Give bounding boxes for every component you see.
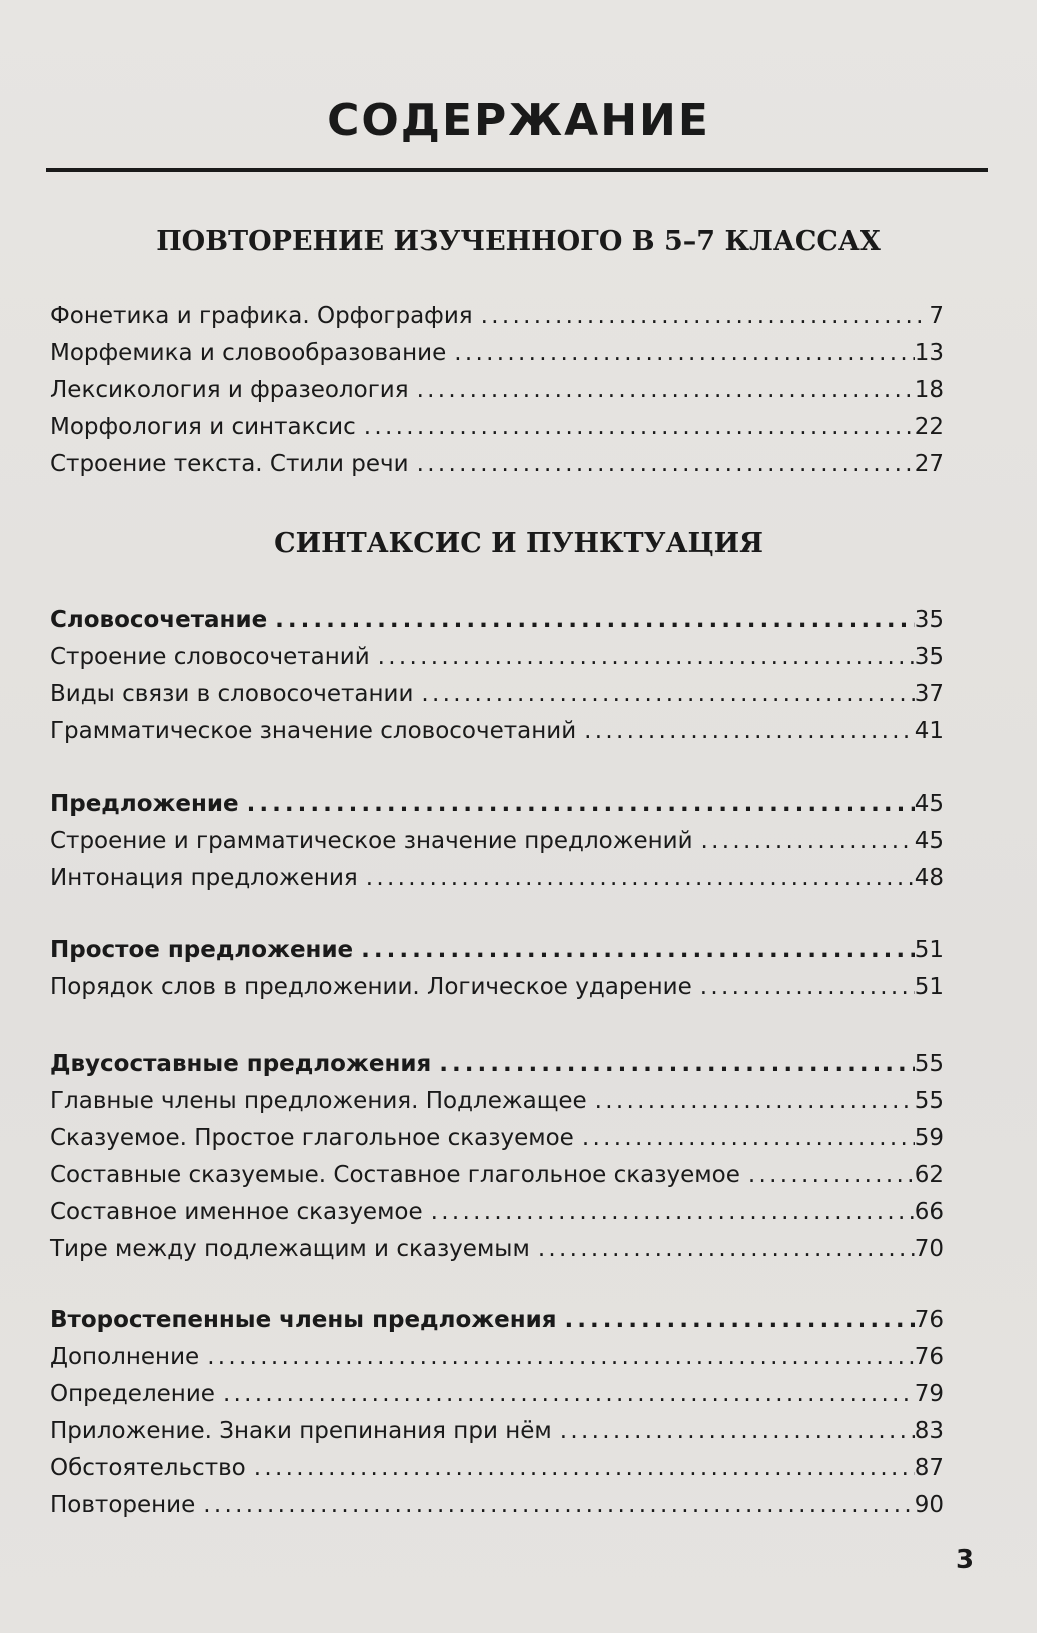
toc-group-two-part	[50, 1046, 944, 1268]
leader-dots	[700, 969, 915, 1006]
page-number: 45	[914, 791, 944, 817]
section-heading-review: ПОВТОРЕНИЕ ИЗУЧЕННОГО В 5–7 КЛАССАХ	[156, 226, 881, 257]
leader-dots	[748, 1157, 915, 1194]
toc-group-simple-sentence	[50, 932, 944, 1006]
leader-dots	[595, 1083, 915, 1120]
page-number: 66	[914, 1199, 944, 1225]
toc-entry[interactable]: Виды связи в словосочетании . . . 37	[50, 676, 944, 713]
page-number: 59	[914, 1125, 944, 1151]
page-number: 41	[914, 718, 944, 744]
leader-dots	[203, 1487, 914, 1524]
page-number: 51	[914, 937, 944, 963]
page-number: 55	[914, 1088, 944, 1114]
leader-dots	[565, 1302, 915, 1339]
leader-dots	[582, 1120, 915, 1157]
page-folio: 3	[956, 1545, 975, 1575]
toc-entry[interactable]: Сказуемое. Простое глагольное сказуемое . . . 59	[50, 1120, 944, 1157]
leader-dots	[223, 1376, 915, 1413]
title-rule	[46, 168, 988, 172]
toc-group-entry[interactable]: Двусоставные предложения . . . 55	[50, 1046, 944, 1083]
page-number: 90	[914, 1492, 944, 1518]
section-heading-syntax: СИНТАКСИС И ПУНКТУАЦИЯ	[274, 528, 763, 559]
page-number: 83	[914, 1418, 944, 1444]
page-number: 79	[914, 1381, 944, 1407]
toc-entry[interactable]: Интонация предложения . . . 48	[50, 860, 944, 897]
leader-dots	[366, 860, 915, 897]
page-number: 62	[914, 1162, 944, 1188]
leader-dots	[417, 446, 915, 483]
page-number: 55	[914, 1051, 944, 1077]
page-number: 35	[914, 644, 944, 670]
toc-group-entry[interactable]: Предложение . . . 45	[50, 786, 944, 823]
toc-entry[interactable]: Строение словосочетаний . . . 35	[50, 639, 944, 676]
page-number: 18	[914, 377, 944, 403]
leader-dots	[584, 713, 915, 750]
leader-dots	[378, 639, 915, 676]
leader-dots	[439, 1046, 914, 1083]
page-number: 37	[914, 681, 944, 707]
page-number: 27	[914, 451, 944, 477]
leader-dots	[247, 786, 915, 823]
leader-dots	[364, 409, 915, 446]
page-number: 35	[914, 607, 944, 633]
page-number: 13	[914, 340, 944, 366]
leader-dots	[254, 1450, 915, 1487]
page-number: 51	[914, 974, 944, 1000]
toc-entry[interactable]: Приложение. Знаки препинания при нём . . . 83	[50, 1413, 944, 1450]
toc-group-phrase	[50, 602, 944, 750]
leader-dots	[701, 823, 915, 860]
toc-entry[interactable]: Строение и грамматическое значение предложений . . . 45	[50, 823, 944, 860]
toc-entry[interactable]: Грамматическое значение словосочетаний . . . 41	[50, 713, 944, 750]
toc-entry[interactable]: Обстоятельство . . . 87	[50, 1450, 944, 1487]
leader-dots	[275, 602, 915, 639]
page-number: 87	[914, 1455, 944, 1481]
toc-entry[interactable]: Составные сказуемые. Составное глагольное сказуемое . . . 62	[50, 1157, 944, 1194]
toc-group-entry[interactable]: Простое предложение . . . 51	[50, 932, 944, 969]
toc-entry[interactable]: Морфемика и словообразование . . . 13	[50, 335, 944, 372]
toc-entry[interactable]: Определение . . . 79	[50, 1376, 944, 1413]
toc-entry[interactable]: Повторение . . . 90	[50, 1487, 944, 1524]
leader-dots	[207, 1339, 915, 1376]
toc-entry[interactable]: Дополнение . . . 76	[50, 1339, 944, 1376]
toc-entry[interactable]: Главные члены предложения. Подлежащее . . . 55	[50, 1083, 944, 1120]
page-number: 48	[914, 865, 944, 891]
page-number: 76	[914, 1344, 944, 1370]
leader-dots	[361, 932, 915, 969]
leader-dots	[481, 298, 930, 335]
leader-dots	[417, 372, 915, 409]
page-number: 76	[914, 1307, 944, 1333]
toc-entry[interactable]: Строение текста. Стили речи . . . 27	[50, 446, 944, 483]
page-number: 45	[914, 828, 944, 854]
leader-dots	[560, 1413, 915, 1450]
toc-entry[interactable]: Порядок слов в предложении. Логическое ударение . . . 51	[50, 969, 944, 1006]
leader-dots	[431, 1194, 915, 1231]
toc-entry[interactable]: Тире между подлежащим и сказуемым . . . 70	[50, 1231, 944, 1268]
page-title: СОДЕРЖАНИЕ	[327, 95, 710, 146]
toc-entry[interactable]: Лексикология и фразеология . . . 18	[50, 372, 944, 409]
toc-entry[interactable]: Морфология и синтаксис . . . 22	[50, 409, 944, 446]
page-number: 22	[914, 414, 944, 440]
leader-dots	[421, 676, 914, 713]
toc-entry[interactable]: Фонетика и графика. Орфография . . . 7	[50, 298, 944, 335]
toc-group-entry[interactable]: Второстепенные члены предложения . . . 76	[50, 1302, 944, 1339]
toc-group-sentence	[50, 786, 944, 897]
toc-list-review	[50, 298, 944, 483]
page-number: 70	[914, 1236, 944, 1262]
toc-group-secondary-members	[50, 1302, 944, 1524]
page-number: 7	[929, 303, 944, 329]
leader-dots	[538, 1231, 915, 1268]
leader-dots	[454, 335, 914, 372]
toc-entry[interactable]: Составное именное сказуемое . . . 66	[50, 1194, 944, 1231]
toc-group-entry[interactable]: Словосочетание . . . 35	[50, 602, 944, 639]
